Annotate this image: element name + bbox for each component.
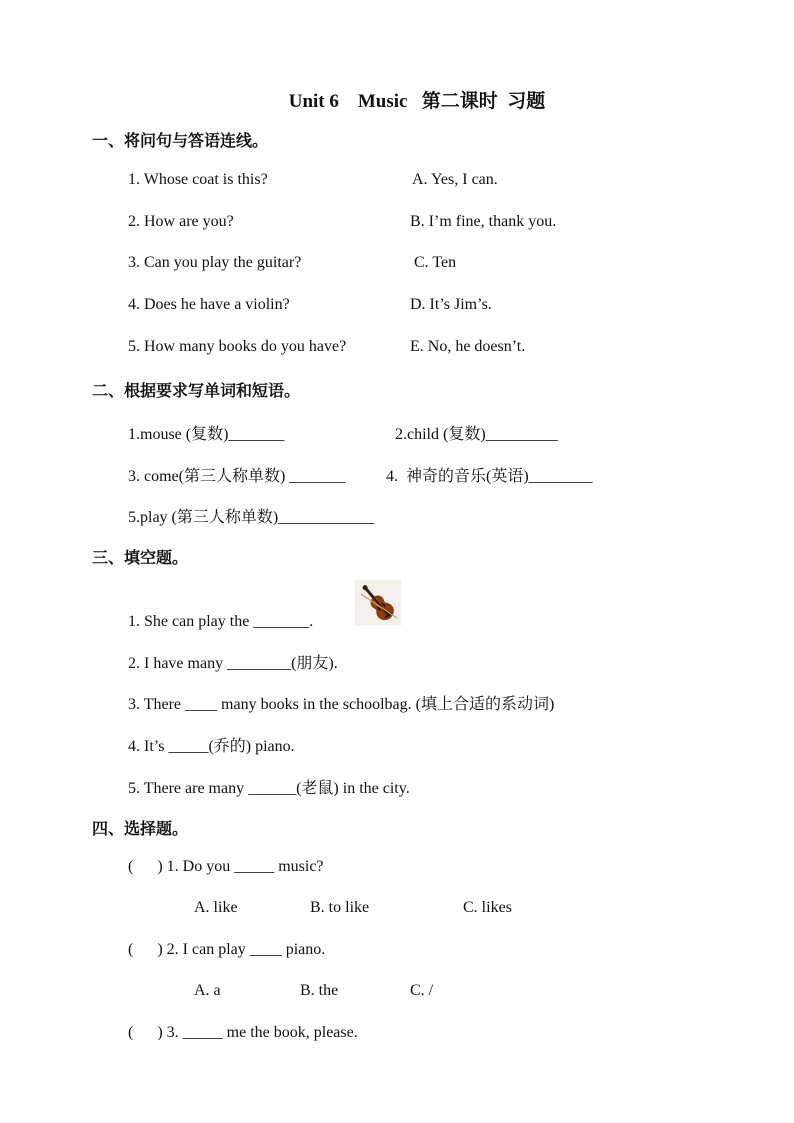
- word-item-3: 3. come(第三人称单数) _______: [128, 468, 346, 485]
- choice-question-2: ( ) 2. I can play ____ piano.: [128, 941, 326, 958]
- question-5: 5. How many books do you have?: [128, 338, 347, 355]
- q2-option-c: C. /: [410, 982, 434, 999]
- section-2-heading: 二、根据要求写单词和短语。: [92, 383, 301, 400]
- q1-option-c: C. likes: [463, 899, 512, 916]
- word-item-5: 5.play (第三人称单数)____________: [128, 509, 375, 526]
- question-3: 3. Can you play the guitar?: [128, 254, 302, 271]
- q1-option-b: B. to like: [310, 899, 370, 916]
- q2-option-b: B. the: [300, 982, 339, 999]
- fill-item-2: 2. I have many ________(朋友).: [128, 655, 338, 672]
- question-4: 4. Does he have a violin?: [128, 296, 290, 313]
- page-title: Unit 6 Music 第二课时 习题: [288, 91, 546, 112]
- question-2: 2. How are you?: [128, 213, 234, 230]
- fill-item-3: 3. There ____ many books in the schoolbag. (填上合适的系动词): [128, 696, 555, 713]
- answer-d: D. It’s Jim’s.: [410, 296, 492, 313]
- word-item-1: 1.mouse (复数)_______: [128, 426, 285, 443]
- section-1-heading: 一、将问句与答语连线。: [92, 133, 269, 150]
- fill-item-5: 5. There are many ______(老鼠) in the city.: [128, 780, 410, 797]
- fill-item-1: 1. She can play the _______.: [128, 613, 314, 630]
- q1-option-a: A. like: [194, 899, 238, 916]
- section-3-heading: 三、填空题。: [92, 550, 189, 567]
- answer-c: C. Ten: [414, 254, 457, 271]
- answer-b: B. I’m fine, thank you.: [410, 213, 557, 230]
- violin-icon: [355, 580, 401, 626]
- choice-question-1: ( ) 1. Do you _____ music?: [128, 858, 324, 875]
- word-item-4: 4. 神奇的音乐(英语)________: [386, 468, 593, 485]
- section-4-heading: 四、选择题。: [92, 821, 189, 838]
- word-item-2: 2.child (复数)_________: [395, 426, 558, 443]
- choice-question-3: ( ) 3. _____ me the book, please.: [128, 1024, 358, 1041]
- fill-item-4: 4. It’s _____(乔的) piano.: [128, 738, 295, 755]
- answer-a: A. Yes, I can.: [412, 171, 498, 188]
- answer-e: E. No, he doesn’t.: [410, 338, 526, 355]
- q2-option-a: A. a: [194, 982, 221, 999]
- question-1: 1. Whose coat is this?: [128, 171, 268, 188]
